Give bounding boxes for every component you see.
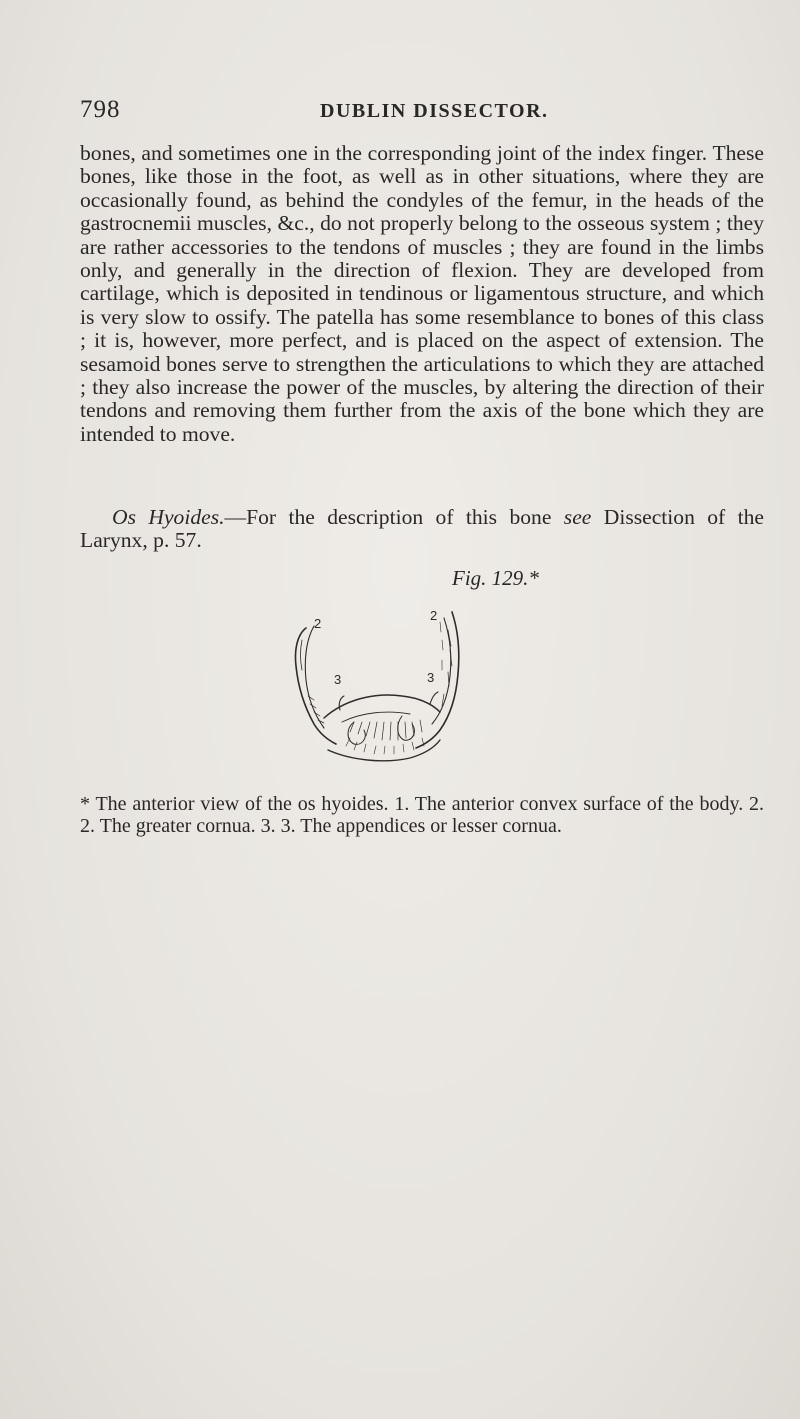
- page-number: 798: [80, 96, 121, 123]
- label-left-cornu: 2: [314, 616, 322, 631]
- label-right-cornu: 2: [430, 608, 438, 623]
- section-lead-os-hyoides: Os Hyoides.: [112, 505, 225, 529]
- right-lesser-cornu: [430, 692, 438, 704]
- hyoid-bone-figure: [284, 600, 464, 772]
- figure-footnote: * The anterior view of the os hyoides. 1. The anterior convex surface of the body. 2. 2. The greater cornua. 3. 3. The appendices or lesser cornua.: [80, 793, 764, 837]
- hyoid-engraving: [284, 600, 464, 772]
- figure-caption: Fig. 129.*: [452, 566, 539, 590]
- left-greater-cornu: [295, 628, 336, 744]
- running-head: DUBLIN DISSECTOR.: [320, 100, 549, 122]
- left-lesser-cornu: [339, 696, 344, 710]
- paragraph-text-after-see: Dissection of the Larynx, p. 57.: [80, 505, 764, 553]
- label-left-appendix: 3: [334, 672, 342, 687]
- label-right-appendix: 3: [427, 670, 435, 685]
- right-greater-cornu: [416, 612, 459, 748]
- page-header: [80, 96, 740, 130]
- body-paragraph-os-hyoides: [80, 506, 764, 553]
- body-paragraph-sesamoid: bones, and sometimes one in the corresponding joint of the index finger. These bones, like those in the foot, as well as in other situations, where they are occasionally found, as behind the condyles of the femur, in the heads of the gastrocnemii muscles, &c., do not properly belong to the osseous system ; they are rather accessories to the tendons of muscles ; they are found in the limbs only, and generally in the direction of flexion. They are developed from cartilage, which is deposited in tendinous or ligamentous structure, and which is very slow to ossify. The patella has some resemblance to bones of this class ; it is, however, more perfect, and is placed on the aspect of extension. The sesamoid bones serve to strengthen the articulations to which they are attached ; they also increase the power of the muscles, by altering the direction of their tendons and removing them further from the axis of the bone which they are intended to move.: [80, 141, 764, 446]
- paragraph-text-before-see: —For the description of this bone: [224, 505, 564, 529]
- see-italic: see: [563, 505, 592, 529]
